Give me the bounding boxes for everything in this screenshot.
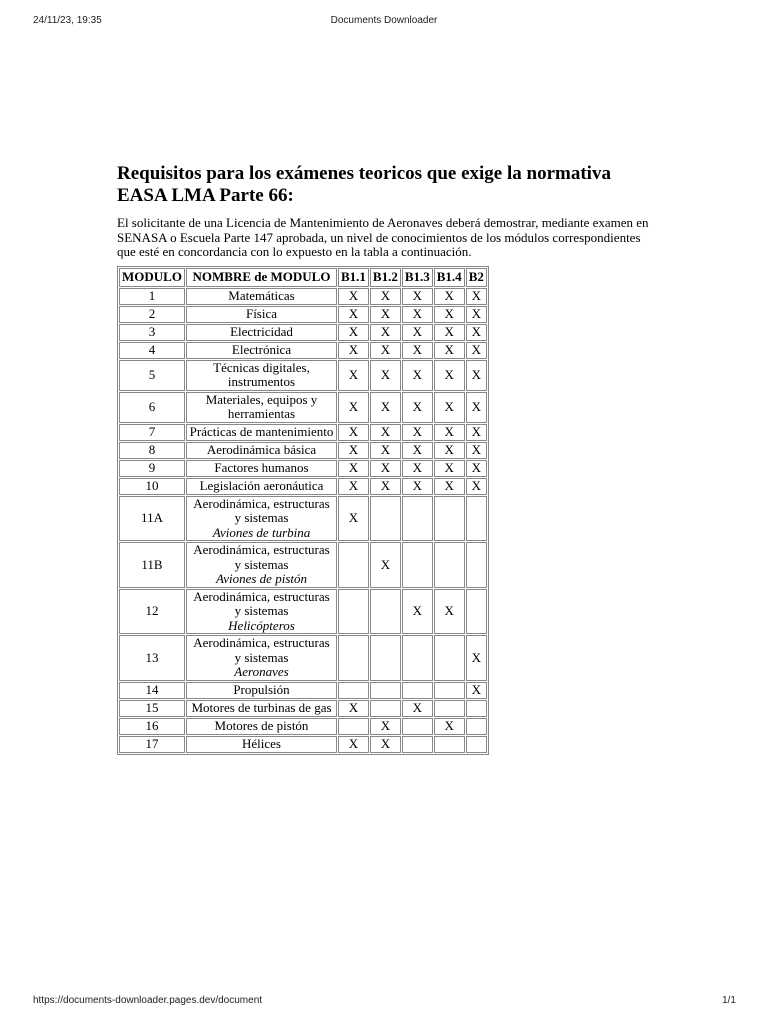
modulo-cell: 17 xyxy=(119,736,185,753)
nombre-cell xyxy=(186,442,337,459)
license-mark-cell xyxy=(466,589,487,635)
table-row xyxy=(119,424,487,441)
header-cell-nombre: NOMBRE de MODULO xyxy=(186,268,337,287)
license-mark-cell: X xyxy=(370,478,401,495)
license-mark-cell xyxy=(338,682,369,699)
module-name: Electricidad xyxy=(230,323,293,339)
license-mark-cell: X xyxy=(434,392,465,423)
table-header-row xyxy=(119,268,487,287)
license-mark-cell: X xyxy=(434,360,465,391)
license-mark-cell: X xyxy=(434,478,465,495)
modulo-cell: 7 xyxy=(119,424,185,441)
license-mark-cell: X xyxy=(466,635,487,681)
module-aircraft-type: Aviones de pistón xyxy=(216,571,307,586)
license-mark-cell xyxy=(338,589,369,635)
module-name: Materiales, equipos y herramientas xyxy=(205,391,318,421)
license-mark-cell xyxy=(370,682,401,699)
license-mark-cell: X xyxy=(338,460,369,477)
license-mark-cell xyxy=(434,682,465,699)
module-name: Técnicas digitales, instrumentos xyxy=(213,359,310,389)
license-mark-cell: X xyxy=(466,392,487,423)
module-name: Aerodinámica, estructuras y sistemas xyxy=(193,542,330,572)
license-mark-cell: X xyxy=(370,736,401,753)
module-aircraft-type: Helicópteros xyxy=(228,617,295,633)
license-mark-cell: X xyxy=(370,306,401,323)
table-row xyxy=(119,306,487,323)
nombre-cell xyxy=(186,342,337,359)
table-body xyxy=(119,288,487,753)
document-body xyxy=(117,163,657,755)
modulo-cell: 11A xyxy=(119,496,185,542)
table-row xyxy=(119,442,487,459)
modulo-cell: 11B xyxy=(119,542,185,588)
license-mark-cell xyxy=(370,700,401,717)
nombre-cell xyxy=(186,392,337,423)
license-mark-cell: X xyxy=(370,392,401,423)
license-mark-cell xyxy=(434,700,465,717)
modulo-cell: 1 xyxy=(119,288,185,305)
license-mark-cell: X xyxy=(402,478,433,495)
module-name: Aerodinámica básica xyxy=(206,441,317,457)
module-name: Electrónica xyxy=(231,341,292,357)
license-mark-cell xyxy=(402,718,433,735)
license-mark-cell xyxy=(434,542,465,588)
license-mark-cell: X xyxy=(338,360,369,391)
nombre-cell xyxy=(186,306,337,323)
header-cell-b1-3: B1.3 xyxy=(402,268,433,287)
license-mark-cell: X xyxy=(402,700,433,717)
table-row xyxy=(119,360,487,391)
table-row xyxy=(119,342,487,359)
license-mark-cell xyxy=(370,589,401,635)
license-mark-cell: X xyxy=(466,442,487,459)
nombre-cell xyxy=(186,324,337,341)
license-mark-cell: X xyxy=(338,424,369,441)
license-mark-cell: X xyxy=(402,306,433,323)
nombre-cell xyxy=(186,360,337,391)
license-mark-cell xyxy=(402,496,433,542)
license-mark-cell: X xyxy=(466,288,487,305)
document-intro: El solicitante de una Licencia de Mantenimiento de Aeronaves deberá demostrar, mediante examen en SENASA o Escuela Parte 147 aprobada, un nivel de conocimientos de los módulos correspondientes que esté en concordancia con lo expuesto en la tabla a continuación. xyxy=(117,215,649,259)
license-mark-cell xyxy=(402,635,433,681)
license-mark-cell xyxy=(434,736,465,753)
module-name: Prácticas de mantenimiento xyxy=(189,423,334,439)
license-mark-cell: X xyxy=(434,460,465,477)
license-mark-cell: X xyxy=(370,718,401,735)
modules-table xyxy=(117,266,489,755)
header-cell-b1-2: B1.2 xyxy=(370,268,401,287)
module-name: Legislación aeronáutica xyxy=(199,477,324,493)
nombre-cell xyxy=(186,478,337,495)
modulo-cell: 9 xyxy=(119,460,185,477)
modulo-cell: 5 xyxy=(119,360,185,391)
license-mark-cell: X xyxy=(402,360,433,391)
module-name: Motores de turbinas de gas xyxy=(191,699,332,715)
nombre-cell xyxy=(186,718,337,735)
nombre-cell xyxy=(186,424,337,441)
nombre-cell xyxy=(186,589,337,635)
license-mark-cell: X xyxy=(338,478,369,495)
module-name: Física xyxy=(245,305,278,321)
license-mark-cell: X xyxy=(338,288,369,305)
license-mark-cell xyxy=(402,542,433,588)
header-cell-b1-1: B1.1 xyxy=(338,268,369,287)
license-mark-cell: X xyxy=(466,460,487,477)
license-mark-cell xyxy=(402,736,433,753)
modulo-cell: 4 xyxy=(119,342,185,359)
modulo-cell: 16 xyxy=(119,718,185,735)
license-mark-cell: X xyxy=(370,460,401,477)
license-mark-cell: X xyxy=(402,342,433,359)
table-row xyxy=(119,478,487,495)
print-title: Documents Downloader xyxy=(330,15,438,26)
license-mark-cell: X xyxy=(402,324,433,341)
license-mark-cell: X xyxy=(338,736,369,753)
module-name: Matemáticas xyxy=(228,287,295,303)
license-mark-cell: X xyxy=(370,288,401,305)
license-mark-cell: X xyxy=(338,442,369,459)
nombre-cell xyxy=(186,460,337,477)
license-mark-cell: X xyxy=(434,324,465,341)
modulo-cell: 8 xyxy=(119,442,185,459)
modulo-cell: 2 xyxy=(119,306,185,323)
module-name: Aerodinámica, estructuras y sistemas xyxy=(193,635,330,665)
license-mark-cell: X xyxy=(434,306,465,323)
license-mark-cell: X xyxy=(338,342,369,359)
nombre-cell xyxy=(186,542,337,588)
module-name: Aerodinámica, estructuras y sistemas xyxy=(193,495,330,525)
license-mark-cell: X xyxy=(338,392,369,423)
module-name: Motores de pistón xyxy=(214,717,309,733)
license-mark-cell xyxy=(466,542,487,588)
table-row xyxy=(119,682,487,699)
license-mark-cell: X xyxy=(466,342,487,359)
license-mark-cell: X xyxy=(434,442,465,459)
modulo-cell: 3 xyxy=(119,324,185,341)
license-mark-cell: X xyxy=(466,306,487,323)
modulo-cell: 10 xyxy=(119,478,185,495)
license-mark-cell: X xyxy=(434,424,465,441)
license-mark-cell: X xyxy=(434,718,465,735)
nombre-cell xyxy=(186,288,337,305)
print-datetime: 24/11/23, 19:35 xyxy=(33,15,102,26)
nombre-cell xyxy=(186,496,337,542)
module-name: Aerodinámica, estructuras y sistemas xyxy=(193,588,330,618)
print-footer xyxy=(0,995,768,1009)
header-cell-b1-4: B1.4 xyxy=(434,268,465,287)
license-mark-cell xyxy=(466,496,487,542)
license-mark-cell: X xyxy=(370,442,401,459)
license-mark-cell: X xyxy=(466,424,487,441)
license-mark-cell: X xyxy=(466,360,487,391)
module-aircraft-type: Aeronaves xyxy=(234,664,289,679)
license-mark-cell: X xyxy=(338,324,369,341)
license-mark-cell xyxy=(338,542,369,588)
license-mark-cell xyxy=(338,635,369,681)
module-aircraft-type: Aviones de turbina xyxy=(212,524,311,540)
document-title: Requisitos para los exámenes teoricos que exige la normativa EASA LMA Parte 66: xyxy=(117,163,611,206)
module-name: Propulsión xyxy=(233,681,290,697)
print-header xyxy=(0,15,768,29)
license-mark-cell: X xyxy=(402,392,433,423)
license-mark-cell xyxy=(434,496,465,542)
table-row xyxy=(119,460,487,477)
license-mark-cell xyxy=(466,700,487,717)
table-row xyxy=(119,635,487,681)
license-mark-cell: X xyxy=(370,360,401,391)
license-mark-cell: X xyxy=(338,496,369,542)
modulo-cell: 14 xyxy=(119,682,185,699)
license-mark-cell: X xyxy=(338,306,369,323)
license-mark-cell xyxy=(466,718,487,735)
nombre-cell xyxy=(186,736,337,753)
license-mark-cell: X xyxy=(370,424,401,441)
module-name: Factores humanos xyxy=(214,459,309,475)
nombre-cell xyxy=(186,700,337,717)
license-mark-cell: X xyxy=(434,589,465,635)
license-mark-cell: X xyxy=(370,542,401,588)
license-mark-cell xyxy=(402,682,433,699)
license-mark-cell: X xyxy=(402,589,433,635)
modulo-cell: 13 xyxy=(119,635,185,681)
license-mark-cell: X xyxy=(466,478,487,495)
table-row xyxy=(119,718,487,735)
table-row xyxy=(119,736,487,753)
license-mark-cell xyxy=(434,635,465,681)
license-mark-cell: X xyxy=(466,682,487,699)
license-mark-cell xyxy=(370,635,401,681)
module-name: Hélices xyxy=(242,735,281,751)
header-cell-b2: B2 xyxy=(466,268,487,287)
license-mark-cell: X xyxy=(466,324,487,341)
print-page-number: 1/1 xyxy=(722,995,736,1006)
header-cell-modulo: MODULO xyxy=(119,268,185,287)
table-row xyxy=(119,496,487,542)
license-mark-cell: X xyxy=(402,442,433,459)
table-row xyxy=(119,288,487,305)
modulo-cell: 15 xyxy=(119,700,185,717)
license-mark-cell: X xyxy=(402,460,433,477)
license-mark-cell: X xyxy=(370,342,401,359)
license-mark-cell: X xyxy=(370,324,401,341)
nombre-cell xyxy=(186,635,337,681)
license-mark-cell: X xyxy=(338,700,369,717)
modulo-cell: 12 xyxy=(119,589,185,635)
table-row xyxy=(119,700,487,717)
license-mark-cell: X xyxy=(434,342,465,359)
nombre-cell xyxy=(186,682,337,699)
print-url: https://documents-downloader.pages.dev/document xyxy=(33,995,263,1006)
license-mark-cell xyxy=(370,496,401,542)
license-mark-cell: X xyxy=(402,288,433,305)
table-row xyxy=(119,589,487,635)
license-mark-cell xyxy=(338,718,369,735)
license-mark-cell: X xyxy=(434,288,465,305)
table-row xyxy=(119,324,487,341)
license-mark-cell xyxy=(466,736,487,753)
table-row xyxy=(119,542,487,588)
modulo-cell: 6 xyxy=(119,392,185,423)
license-mark-cell: X xyxy=(402,424,433,441)
table-row xyxy=(119,392,487,423)
